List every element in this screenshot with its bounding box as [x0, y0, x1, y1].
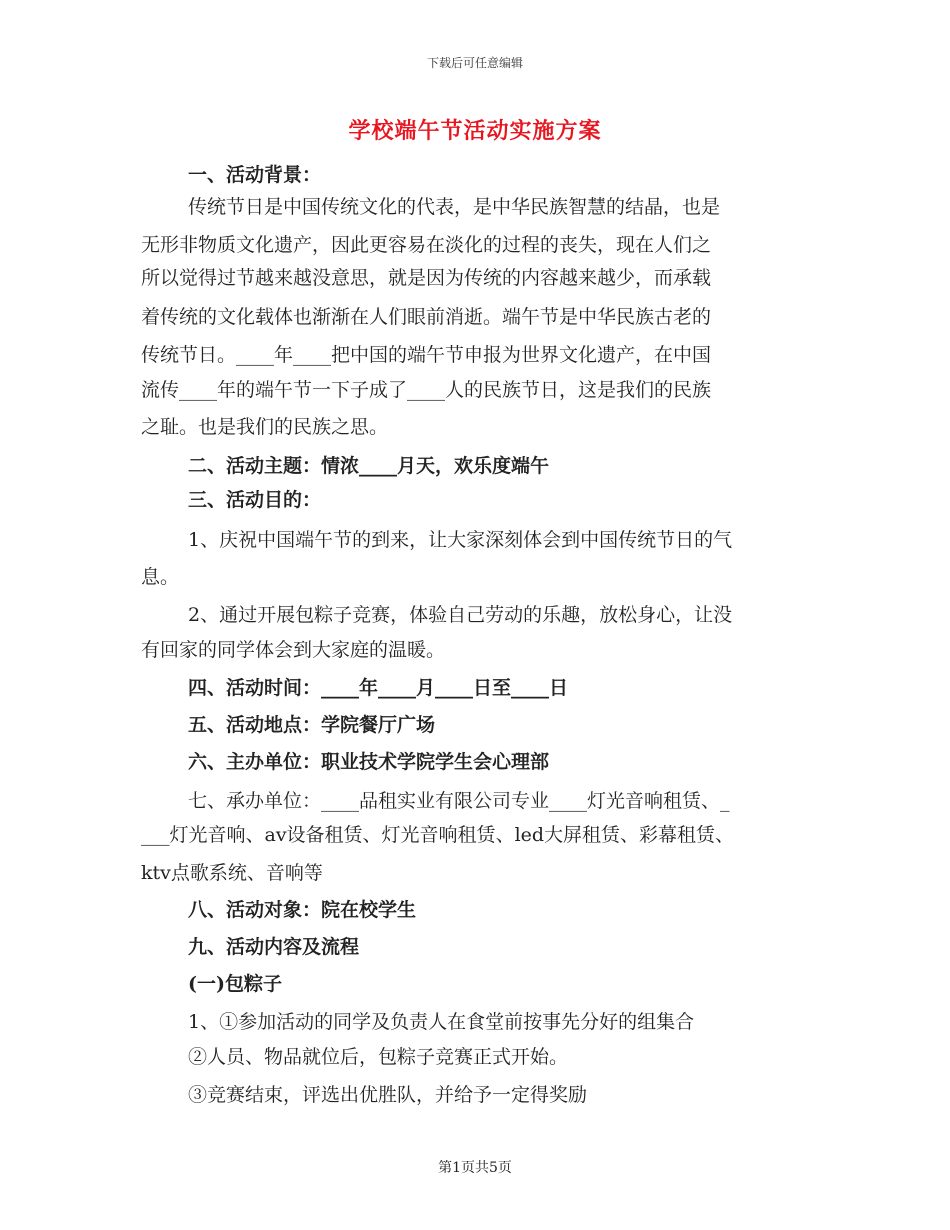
text-line: 所以觉得过节越来越没意思，就是因为传统的内容越来越少，而承载: [141, 267, 712, 289]
text-line: ___灯光音响、av设备租赁、灯光音响租赁、led大屏租赁、彩幕租赁、: [141, 824, 735, 846]
text-line: 九、活动内容及流程: [188, 936, 360, 958]
text-line: 四、活动时间：____年____月____日至____日: [188, 677, 569, 699]
text-line: (一)包粽子: [188, 973, 282, 995]
text-line: 无形非物质文化遗产，因此更容易在淡化的过程的丧失，现在人们之: [141, 234, 712, 256]
text-line: 二、活动主题：情浓____月天，欢乐度端午: [188, 455, 550, 477]
text-line: 三、活动目的：: [188, 489, 322, 511]
text-line: 着传统的文化载体也渐渐在人们眼前消逝。端午节是中华民族古老的: [141, 306, 712, 328]
text-line: 2、通过开展包粽子竞赛，体验自己劳动的乐趣，放松身心，让没: [188, 604, 733, 626]
text-line: 1、①参加活动的同学及负责人在食堂前按事先分好的组集合: [188, 1011, 695, 1033]
text-line: 七、承办单位：____品租实业有限公司专业____灯光音响租赁、_: [188, 790, 730, 812]
page-header: 下载后可任意编辑: [426, 56, 523, 70]
document-title: 学校端午节活动实施方案: [348, 118, 602, 144]
text-line: 之耻。也是我们的民族之思。: [141, 416, 389, 438]
text-line: 一、活动背景：: [188, 164, 322, 186]
text-line: 流传____年的端午节一下子成了____人的民族节日，这是我们的民族: [141, 379, 712, 401]
text-line: 六、主办单位：职业技术学院学生会心理部: [188, 751, 550, 773]
text-line: 传统节日是中国传统文化的代表，是中华民族智慧的结晶，也是: [188, 196, 721, 218]
text-line: ktv点歌系统、音响等: [141, 862, 323, 884]
text-line: ③竞赛结束，评选出优胜队，并给予一定得奖励: [188, 1084, 588, 1106]
text-line: ②人员、物品就位后，包粽子竞赛正式开始。: [188, 1046, 569, 1068]
text-line: 有回家的同学体会到大家庭的温暖。: [141, 639, 446, 661]
text-line: 1、庆祝中国端午节的到来，让大家深刻体会到中国传统节日的气: [188, 529, 733, 551]
page-footer: 第1页共5页: [438, 1160, 512, 1176]
text-line: 传统节日。____年____把中国的端午节申报为世界文化遗产，在中国: [141, 344, 712, 366]
text-line: 息。: [141, 566, 180, 588]
text-line: 五、活动地点：学院餐厅广场: [188, 714, 436, 736]
text-line: 八、活动对象：院在校学生: [188, 899, 417, 921]
